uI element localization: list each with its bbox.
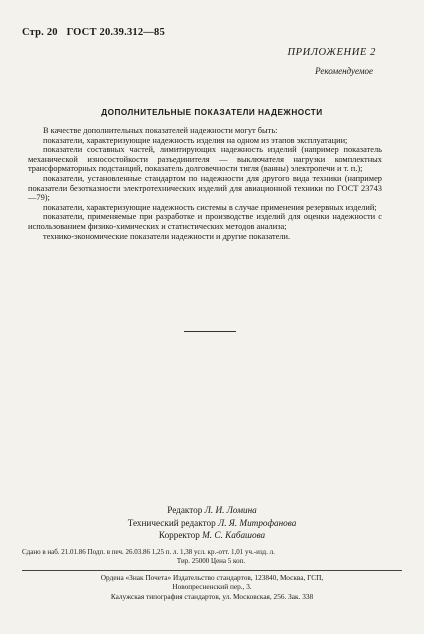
editor-name: Л. И. Ломина: [204, 505, 257, 515]
proofreader-role: Корректор: [158, 530, 200, 540]
standard-code: ГОСТ 20.39.312—85: [66, 27, 165, 38]
paragraph: показатели, применяемые при разработке и производстве изделий для оценки надежности с использованием физико-химических и статистических методов анализа;: [28, 212, 382, 231]
imprint-line: Сдано в наб. 21.01.86 Подп. в печ. 26.03.86 1,25 п. л. 1,38 усл. кр.-отт. 1,01 уч.-изд. л.: [22, 548, 275, 556]
paragraph: показатели составных частей, лимитирующих надежность изделий (например показатель механической износостойкости разъединителя — выключателя нагрузки комплектных трансформаторных подстанций, показатель долговечности тигля (ванны) электропечи и т. п.);: [28, 145, 382, 174]
section-divider: [184, 331, 236, 332]
paragraph: показатели, характеризующие надежность системы в случае применения резервных изделий;: [43, 202, 377, 212]
publisher-block: [0, 573, 424, 601]
tech-editor-role: Технический редактор: [127, 517, 216, 528]
editors-block: [0, 504, 424, 542]
section-title: ДОПОЛНИТЕЛЬНЫЕ ПОКАЗАТЕЛИ НАДЕЖНОСТИ: [101, 108, 323, 117]
body-text: [28, 126, 382, 241]
tech-editor-name: Л. Я. Митрофанова: [217, 517, 297, 528]
tech-editor-line: [0, 517, 424, 530]
publisher-line: Ордена «Знак Почета» Издательство стандартов, 123840, Москва, ГСП,: [100, 573, 324, 582]
appendix-title: ПРИЛОЖЕНИЕ 2: [287, 47, 376, 58]
paragraph: показатели, установленные стандартом по надежности для другого вида техники (например показатели безотказности электротехнических изделий для авиационной техники по ГОСТ 23743—79);: [28, 173, 382, 203]
paragraph: технико-экономические показатели надежности и другие показатели.: [43, 231, 291, 241]
proofreader-line: [0, 529, 424, 542]
page-header: [22, 27, 171, 38]
appendix-status: Рекомендуемое: [315, 66, 373, 76]
publisher-line: Новопресненский пер., 3.: [172, 582, 252, 592]
editor-line: [0, 504, 424, 517]
editor-role: Редактор: [167, 505, 203, 515]
imprint-line: Тир. 25000 Цена 5 коп.: [176, 557, 246, 565]
proofreader-name: М. С. Кабашова: [202, 530, 266, 540]
imprint-block: [22, 548, 400, 566]
publisher-line: Калужская типография стандартов, ул. Московская, 256. Зак. 338: [110, 591, 314, 601]
paragraph: показатели, характеризующие надежность изделия на одном из этапов эксплуатации;: [43, 135, 348, 145]
imprint-rule: [22, 570, 402, 571]
page-number: Стр. 20: [22, 27, 58, 38]
paragraph: В качестве дополнительных показателей надежности могут быть:: [43, 126, 278, 135]
